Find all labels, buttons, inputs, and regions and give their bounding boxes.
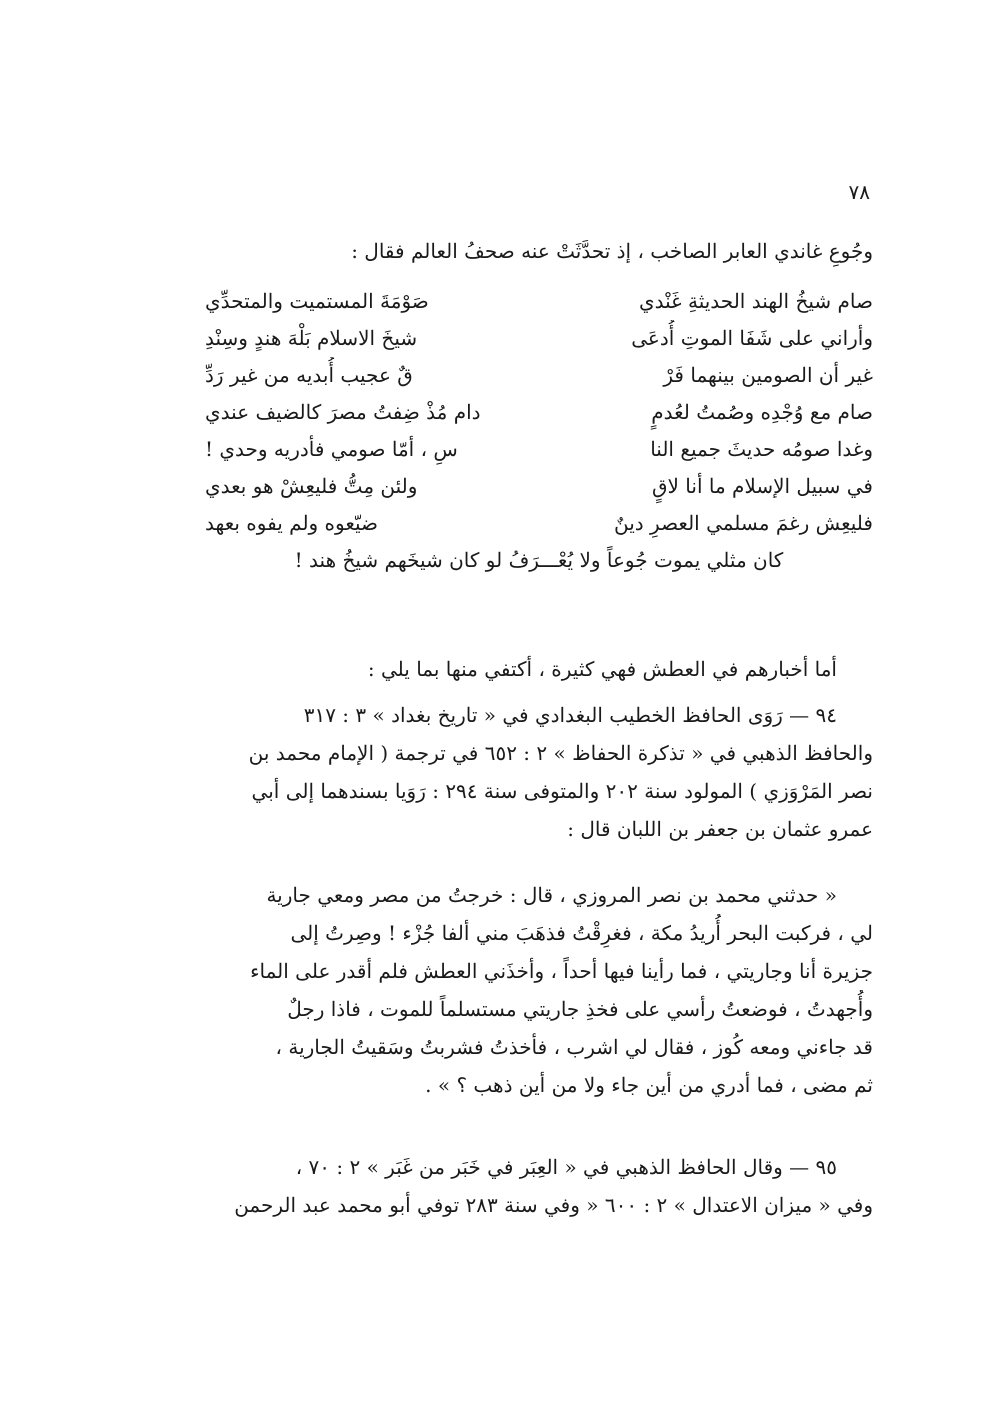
verse-second-hemistich: ضيّعوه ولم يفوه بعهد: [205, 511, 379, 535]
poem-verse: [205, 320, 873, 357]
text-line: قد جاءني ومعه كُوز ، فقال لي اشرب ، فأخذتُ فشربتُ وسَقيتُ الجارية ،: [275, 1035, 873, 1059]
text-line: ٩٥ — وقال الحافظ الذهبي في « العِبَر في خَبَر من غَبَر » ٢ : ٧٠ ،: [295, 1155, 837, 1179]
poem-verse: [205, 283, 873, 320]
text-line: والحافظ الذهبي في « تذكرة الحفاظ » ٢ : ٦٥٢ في ترجمة ( الإمام محمد بن: [248, 741, 873, 765]
text-line: نصر المَرْوَزي ) المولود سنة ٢٠٢ والمتوفى سنة ٢٩٤ : رَوَيا بسندهما إلى أبي: [251, 779, 873, 803]
intro-paragraph: [205, 232, 873, 270]
quote-paragraph: [205, 876, 873, 1104]
verse-first-hemistich: وأراني على شَفَا الموتِ أُدعَى: [631, 326, 873, 350]
poem: [205, 283, 873, 579]
text-line: لي ، فركبت البحر أُريدُ مكة ، فغرِقْتُ فذهَبَ مني ألفا جُزْء ! وصِرتُ إلى: [290, 921, 873, 945]
text-line: جزيرة أنا وجاريتي ، فما رأينا فيها أحداً ، وأخذَني العطش فلم أقدر على الماء: [250, 959, 873, 983]
poem-final-verse: كان مثلي يموت جُوعاً ولا يُعْـــرَفُ لو كان شيخَهم شيخُ هند !: [294, 548, 784, 572]
text-line: ٩٤ — رَوَى الحافظ الخطيب البغدادي في « تاريخ بغداد » ٣ : ٣١٧: [303, 703, 837, 727]
verse-first-hemistich: غير أن الصومين بينهما فَرْ: [663, 363, 873, 387]
poem-verse: [205, 505, 873, 542]
verse-second-hemistich: شيخَ الاسلام بَلْهَ هندٍ وسِنْدِ: [205, 326, 418, 350]
poem-verse: [205, 431, 873, 468]
poem-verse: [205, 394, 873, 431]
verse-second-hemistich: سِ ، أمّا صومي فأدريه وحدي !: [205, 437, 458, 461]
verse-first-hemistich: وغدا صومُه حديثَ جميع النا: [650, 437, 873, 461]
text-line: ثم مضى ، فما أدري من أين جاء ولا من أين ذهب ؟ » .: [425, 1073, 873, 1097]
paragraph-95: [205, 1148, 873, 1224]
verse-second-hemistich: قٌ عجيب أُبديه من غير رَدِّ: [205, 363, 413, 387]
text-line: وفي « ميزان الاعتدال » ٢ : ٦٠٠ « وفي سنة ٢٨٣ توفي أبو محمد عبد الرحمن: [234, 1193, 873, 1217]
text-line: « حدثني محمد بن نصر المروزي ، قال : خرجتُ من مصر ومعي جارية: [266, 883, 837, 907]
poem-verse: [205, 468, 873, 505]
page-number: ٧٨: [848, 180, 870, 204]
verse-first-hemistich: في سبيل الإسلام ما أنا لاقٍ: [652, 474, 873, 498]
verse-first-hemistich: فليعِش رغمَ مسلمي العصرِ دينٌ: [613, 511, 873, 535]
text-line: أما أخبارهم في العطش فهي كثيرة ، أكتفي منها بما يلي :: [367, 657, 837, 681]
text-line: وأُجهدتُ ، فوضعتُ رأسي على فخذِ جاريتي مستسلماً للموت ، فاذا رجلٌ: [287, 997, 873, 1021]
verse-second-hemistich: ولئن مِتُّ فليعِشْ هو بعدي: [205, 474, 418, 498]
text-line: وجُوعِ غاندي العابر الصاخب ، إذ تحدَّثَتْ عنه صحفُ العالم فقال :: [351, 239, 873, 263]
poem-verse: [205, 357, 873, 394]
text-line: عمرو عثمان بن جعفر بن اللبان قال :: [567, 817, 873, 841]
akhbar-paragraph: [205, 650, 873, 688]
verse-second-hemistich: دام مُذْ ضِفتُ مصرَ كالضيف عندي: [205, 400, 481, 424]
verse-first-hemistich: صام شيخُ الهند الحديثةِ غَنْدي: [638, 289, 873, 313]
verse-first-hemistich: صام مع وُجْدِه وصُمتُ لعُدمٍ: [651, 400, 873, 424]
verse-second-hemistich: صَوْمَةَ المستميت والمتحدِّي: [205, 289, 429, 313]
paragraph-94: [205, 696, 873, 848]
